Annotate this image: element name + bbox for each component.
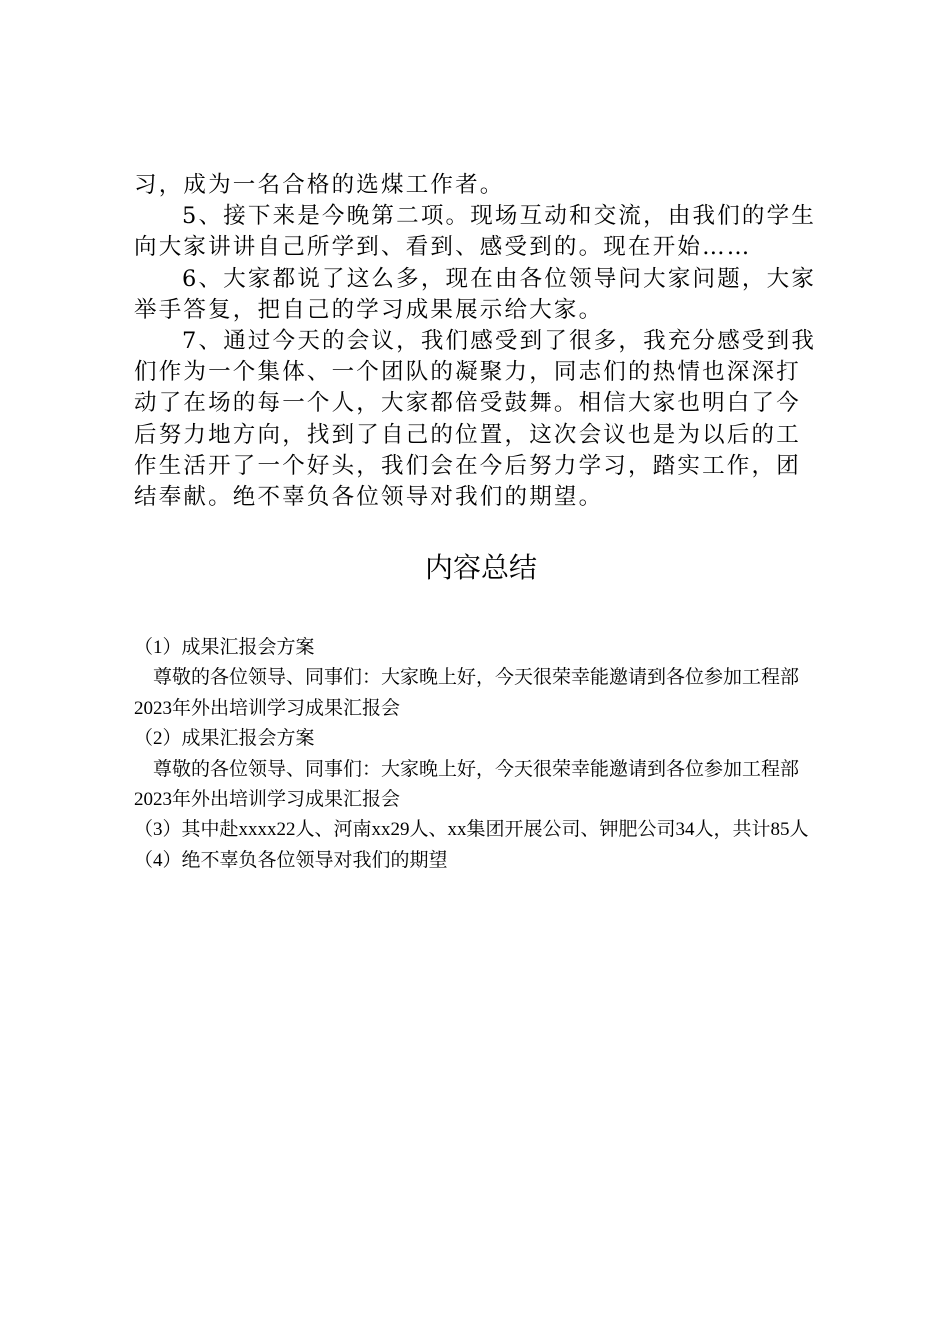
paragraph-item-6: 6、大家都说了这么多，现在由各位领导问大家问题，大家举手答复，把自己的学习成果展示给大家。 xyxy=(134,265,817,323)
summary-item-1-heading: （1）成果汇报会方案 xyxy=(134,637,315,658)
summary-item-4: （4）绝不辜负各位领导对我们的期望 xyxy=(134,849,448,871)
summary-item-2-heading: （2）成果汇报会方案 xyxy=(134,728,315,750)
summary-item-2-text: 尊敬的各位领导、同事们：大家晚上好，今天很荣幸能邀请到各位参加工程部2023年外出培训学习成果汇报会 xyxy=(134,758,800,811)
summary-item-1-text: 尊敬的各位领导、同事们：大家晚上好，今天很荣幸能邀请到各位参加工程部2023年外出培训学习成果汇报会 xyxy=(134,667,800,719)
paragraph-continuation: 习，成为一名合格的选煤工作者。 xyxy=(134,172,505,198)
summary-list xyxy=(134,633,824,876)
summary-item-3: （3）其中赴xxxx22人、河南xx29人、xx集团开展公司、钾肥公司34人，共计85人 xyxy=(134,819,809,841)
paragraph-item-7: 7、通过今天的会议，我们感受到了很多，我充分感受到我们作为一个集体、一个团队的凝聚力，同志们的热情也深深打动了在场的每一个人，大家都倍受鼓舞。相信大家也明白了今后努力地方向，找到了自己的位置，这次会议也是为以后的工作生活开了一个好头，我们会在今后努力学习，踏实工作，团结奉献。绝不辜负各位领导对我们的期望。 xyxy=(134,328,817,511)
body-text xyxy=(134,170,824,513)
summary-title: 内容总结 xyxy=(424,551,537,584)
paragraph-item-5: 5、接下来是今晚第二项。现场互动和交流，由我们的学生向大家讲讲自己所学到、看到、感受到的。现在开始…… xyxy=(134,203,817,261)
